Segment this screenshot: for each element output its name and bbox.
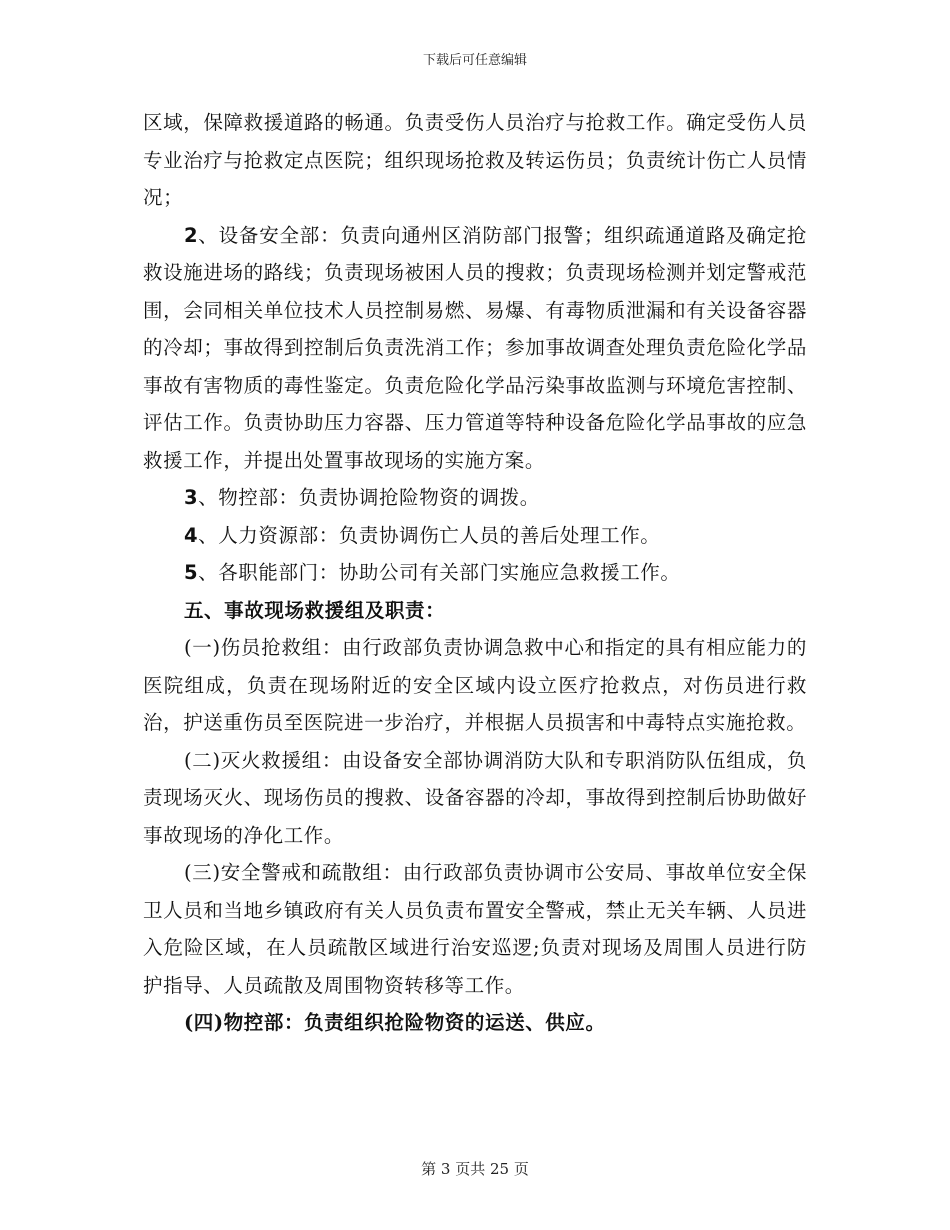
paragraph-2 — [143, 479, 807, 517]
item-number-3: 3 — [183, 486, 199, 509]
page-footer-number: 第 3 页共 25 页 — [421, 1160, 529, 1178]
paragraph-1-text: 、设备安全部：负责向通州区消防部门报警；组织疏通道路及确定抢救设施进场的路线；负责现场被困人员的搜救；负责现场检测并划定警戒范围，会同相关单位技术人员控制易燃、易爆、有毒物质泄漏和有关设备容器的冷却；事故得到控制后负责洗消工作；参加事故调查处理负责危险化学品事故有害物质的毒性鉴定。负责危险化学品污染事故监测与环境危害控制、评估工作。负责协助压力容器、压力管道等特种设备危险化学品事故的应急救援工作，并提出处置事故现场的实施方案。 — [143, 223, 807, 472]
item-number-4: 4 — [183, 523, 199, 547]
paragraph-9: (四)物控部：负责组织抢险物资的运送、供应。 — [183, 1011, 606, 1034]
paragraph-2-text: 、物控部：负责协调抢险物资的调拨。 — [198, 486, 540, 509]
paragraph-8: (三)安全警戒和疏散组：由行政部负责协调市公安局、事故单位安全保卫人员和当地乡镇政府有关人员负责布置安全警戒，禁止无关车辆、人员进入危险区域，在人员疏散区域进行治安巡逻;负责对现场及周围人员进行防护指导、人员疏散及周围物资转移等工作。 — [143, 861, 807, 997]
paragraph-7: (二)灭火救援组：由设备安全部协调消防大队和专职消防队伍组成，负责现场灭火、现场伤员的搜救、设备容器的冷却，事故得到控制后协助做好事故现场的净化工作。 — [143, 748, 807, 847]
paragraph-0: 区域，保障救援道路的畅通。负责受伤人员治疗与抢救工作。确定受伤人员专业治疗与抢救定点医院；组织现场抢救及转运伤员；负责统计伤亡人员情况； — [143, 111, 807, 209]
page-header-note: 下载后可任意编辑 — [422, 53, 527, 68]
paragraph-6: (一)伤员抢救组：由行政部负责协调急救中心和指定的具有相应能力的医院组成，负责在现场附近的安全区域内设立医疗抢救点，对伤员进行救治，护送重伤员至医院进一步治疗，并根据人员损害和中毒特点实施抢救。 — [143, 636, 807, 734]
paragraph-4 — [143, 554, 807, 592]
paragraph-4-text: 、各职能部门：协助公司有关部门实施应急救援工作。 — [198, 561, 681, 584]
paragraph-3 — [143, 517, 807, 555]
item-number-5: 5 — [183, 561, 199, 584]
item-number-2: 2 — [183, 223, 199, 247]
paragraph-1 — [143, 217, 807, 480]
paragraph-3-text: 、人力资源部：负责协调伤亡人员的善后处理工作。 — [198, 523, 661, 547]
document-body — [143, 104, 807, 1042]
section-heading-5: 五、事故现场救援组及职责： — [183, 598, 446, 622]
